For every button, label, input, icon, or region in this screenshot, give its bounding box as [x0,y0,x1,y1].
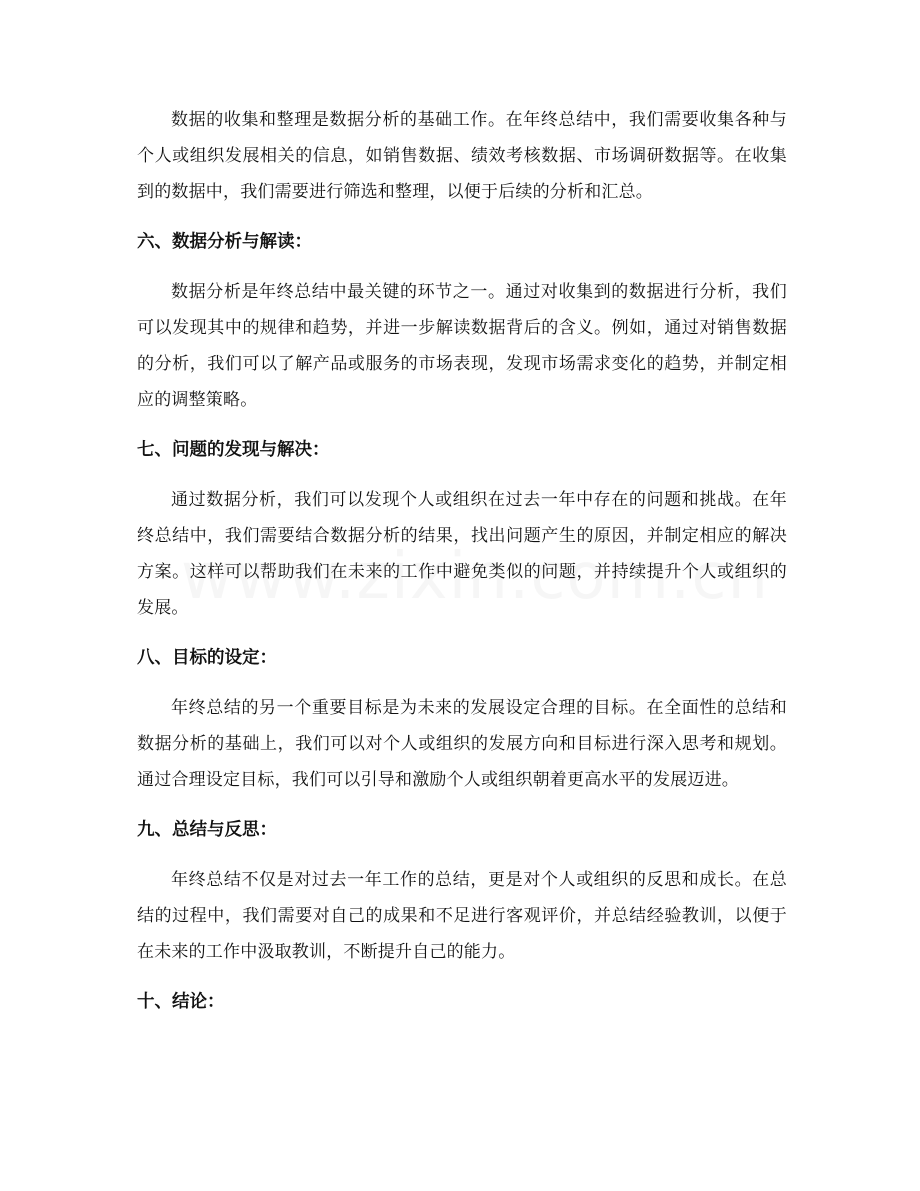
paragraph-problem-solving: 通过数据分析，我们可以发现个人或组织在过去一年中存在的问题和挑战。在年终总结中，我们需要结合数据分析的结果，找出问题产生的原因，并制定相应的解决方案。这样可以帮助我们在未来的工作中避免类似的问题，并持续提升个人或组织的发展。 [137,490,787,618]
paragraph-data-analysis: 数据分析是年终总结中最关键的环节之一。通过对收集到的数据进行分析，我们可以发现其中的规律和趋势，并进一步解读数据背后的含义。例如，通过对销售数据的分析，我们可以了解产品或服务的市场表现，发现市场需求变化的趋势，并制定相应的调整策略。 [137,282,787,410]
document-body [137,102,787,1034]
heading-summary-reflection: 九、总结与反思： [137,820,277,840]
paragraph-summary-reflection: 年终总结不仅是对过去一年工作的总结，更是对个人或组织的反思和成长。在总结的过程中，我们需要对自己的成果和不足进行客观评价，并总结经验教训，以便于在未来的工作中汲取教训，不断提升自己的能力。 [137,870,787,962]
heading-data-analysis: 六、数据分析与解读： [137,232,312,252]
heading-problem-solving: 七、问题的发现与解决： [137,440,330,460]
heading-goal-setting: 八、目标的设定： [137,648,277,668]
paragraph-goal-setting: 年终总结的另一个重要目标是为未来的发展设定合理的目标。在全面性的总结和数据分析的基础上，我们可以对个人或组织的发展方向和目标进行深入思考和规划。通过合理设定目标，我们可以引导和激励个人或组织朝着更高水平的发展迈进。 [137,698,787,790]
paragraph-data-collection: 数据的收集和整理是数据分析的基础工作。在年终总结中，我们需要收集各种与个人或组织发展相关的信息，如销售数据、绩效考核数据、市场调研数据等。在收集到的数据中，我们需要进行筛选和整理，以便于后续的分析和汇总。 [137,110,787,202]
heading-conclusion: 十、结论： [137,992,225,1012]
